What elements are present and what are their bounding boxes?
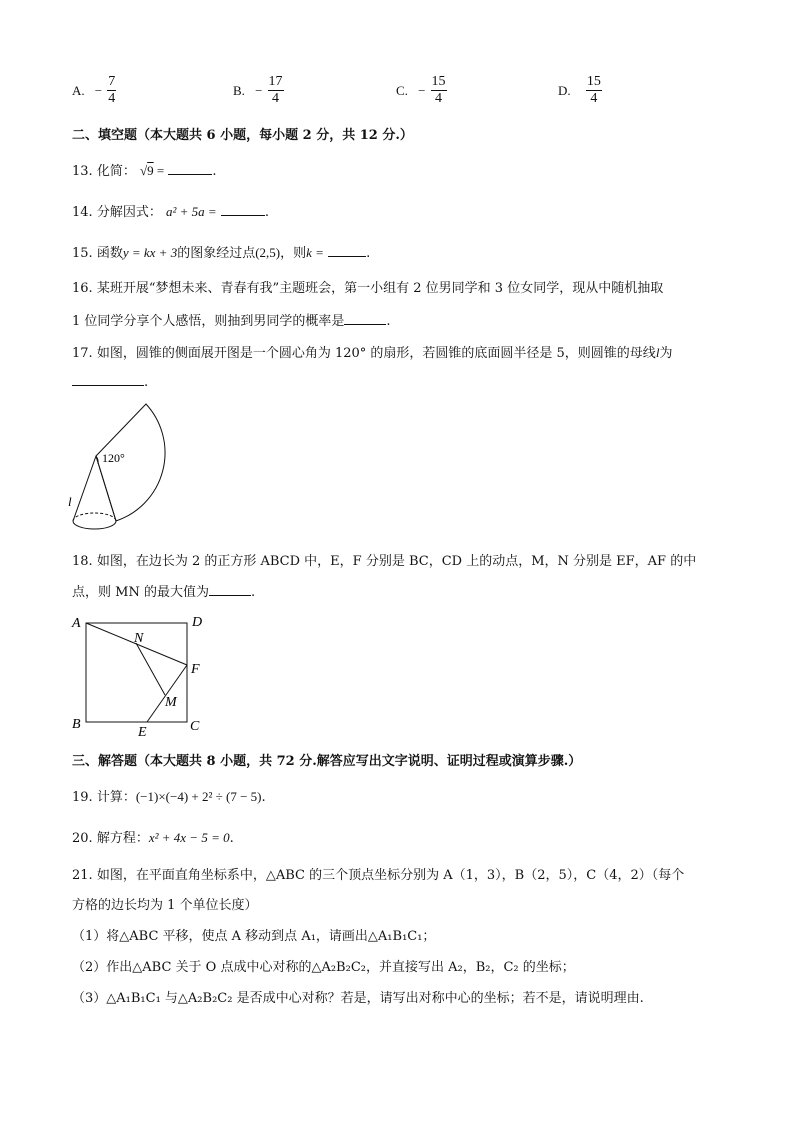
option-b: B. − $\frac{17}{4}$	[233, 74, 283, 106]
section3-title: 三、解答题（本大题共 8 小题，共 72 分.解答应写出文字说明、证明过程或演算步骤.）	[72, 754, 582, 769]
label-e: E	[138, 725, 147, 740]
question-21-line1: 21. 如图，在平面直角坐标系中，△ABC 的三个顶点坐标分别为 A（1，3），B（2，5），C（4，2）（每个	[72, 868, 685, 883]
slant-label: l	[68, 494, 72, 509]
cone-side-right	[96, 456, 116, 521]
question-18-line1: 18. 如图，在边长为 2 的正方形 ABCD 中，E，F 分别是 BC，CD 上的动点，M，N 分别是 EF，AF 的中	[72, 554, 697, 569]
label-a: A	[72, 616, 81, 631]
option-d-label: D.	[558, 82, 571, 98]
question-18-line2: 点，则 MN 的最大值为 .	[72, 585, 256, 600]
question-21-sub3: （3）△A₁B₁C₁ 与△A₂B₂C₂ 是否成中心对称？若是，请写出对称中心的坐标；若不是，请说明理由.	[72, 991, 644, 1006]
angle-label: 120°	[102, 451, 125, 465]
square-figure	[66, 611, 216, 741]
question-20: 20. 解方程：x² + 4x − 5 = 0.	[72, 830, 234, 846]
answer-blank-17[interactable]	[72, 373, 144, 386]
question-15: 15. 函数y = kx + 3的图象经过点(2,5)，则k = .	[72, 245, 371, 261]
option-c: C. − $\frac{15}{4}$	[396, 74, 446, 106]
segment-mn	[136, 643, 165, 695]
option-a: A. − $\frac{7}{4}$	[72, 74, 116, 106]
cone-base-front	[73, 521, 116, 529]
label-f: F	[191, 662, 200, 677]
question-14: 14. 分解因式： a² + 5a = .	[72, 204, 269, 220]
option-c-label: C.	[396, 82, 408, 98]
answer-blank-18[interactable]	[209, 583, 251, 596]
option-a-label: A.	[72, 82, 85, 98]
answer-blank-16[interactable]	[344, 312, 386, 325]
cone-base-back	[73, 513, 116, 521]
label-b: B	[72, 717, 81, 732]
option-c-fraction: $\frac{15}{4}$	[431, 74, 446, 106]
label-d: D	[192, 615, 203, 630]
question-21-line2: 方格的边长均为 1 个单位长度）	[72, 898, 258, 913]
cone-figure	[60, 398, 180, 538]
question-17-line1: 17. 如图，圆锥的侧面展开图是一个圆心角为 120° 的扇形，若圆锥的底面圆半径是 5，则圆锥的母线l为	[72, 345, 673, 361]
sqrt-expression: √9 =	[139, 163, 165, 178]
answer-blank-14[interactable]	[221, 203, 265, 216]
label-c: C	[190, 719, 200, 734]
question-21-sub1: （1）将△ABC 平移，使点 A 移动到点 A₁，请画出△A₁B₁C₁；	[72, 929, 436, 944]
cone-side-left	[73, 456, 96, 521]
answer-blank-15[interactable]	[328, 244, 366, 257]
question-16-line1: 16. 某班开展“梦想未来、青春有我”主题班会，第一小组有 2 位男同学和 3 位女同学，现从中随机抽取	[72, 281, 664, 296]
label-m: M	[165, 695, 177, 710]
question-17-line2: .	[72, 373, 148, 392]
option-b-label: B.	[233, 82, 245, 98]
question-19: 19. 计算：(−1)×(−4) + 2² ÷ (7 − 5).	[72, 789, 266, 805]
question-13: 13. 化简： √9 = .	[72, 163, 217, 179]
label-n: N	[134, 631, 144, 646]
question-21-sub2: （2）作出△ABC 关于 O 点成中心对称的△A₂B₂C₂，并直接写出 A₂，B₂，C₂ 的坐标；	[72, 960, 575, 975]
option-a-fraction: $\frac{7}{4}$	[108, 74, 116, 106]
question-16-line2: 1 位同学分享个人感悟，则抽到男同学的概率是 .	[72, 314, 391, 329]
option-d-fraction: $\frac{15}{4}$	[586, 74, 601, 106]
section2-title: 二、填空题（本大题共 6 小题，每小题 2 分，共 12 分.）	[72, 128, 413, 143]
option-d	[558, 74, 602, 107]
answer-blank-13[interactable]	[168, 162, 212, 175]
option-b-fraction: $\frac{17}{4}$	[268, 74, 283, 106]
